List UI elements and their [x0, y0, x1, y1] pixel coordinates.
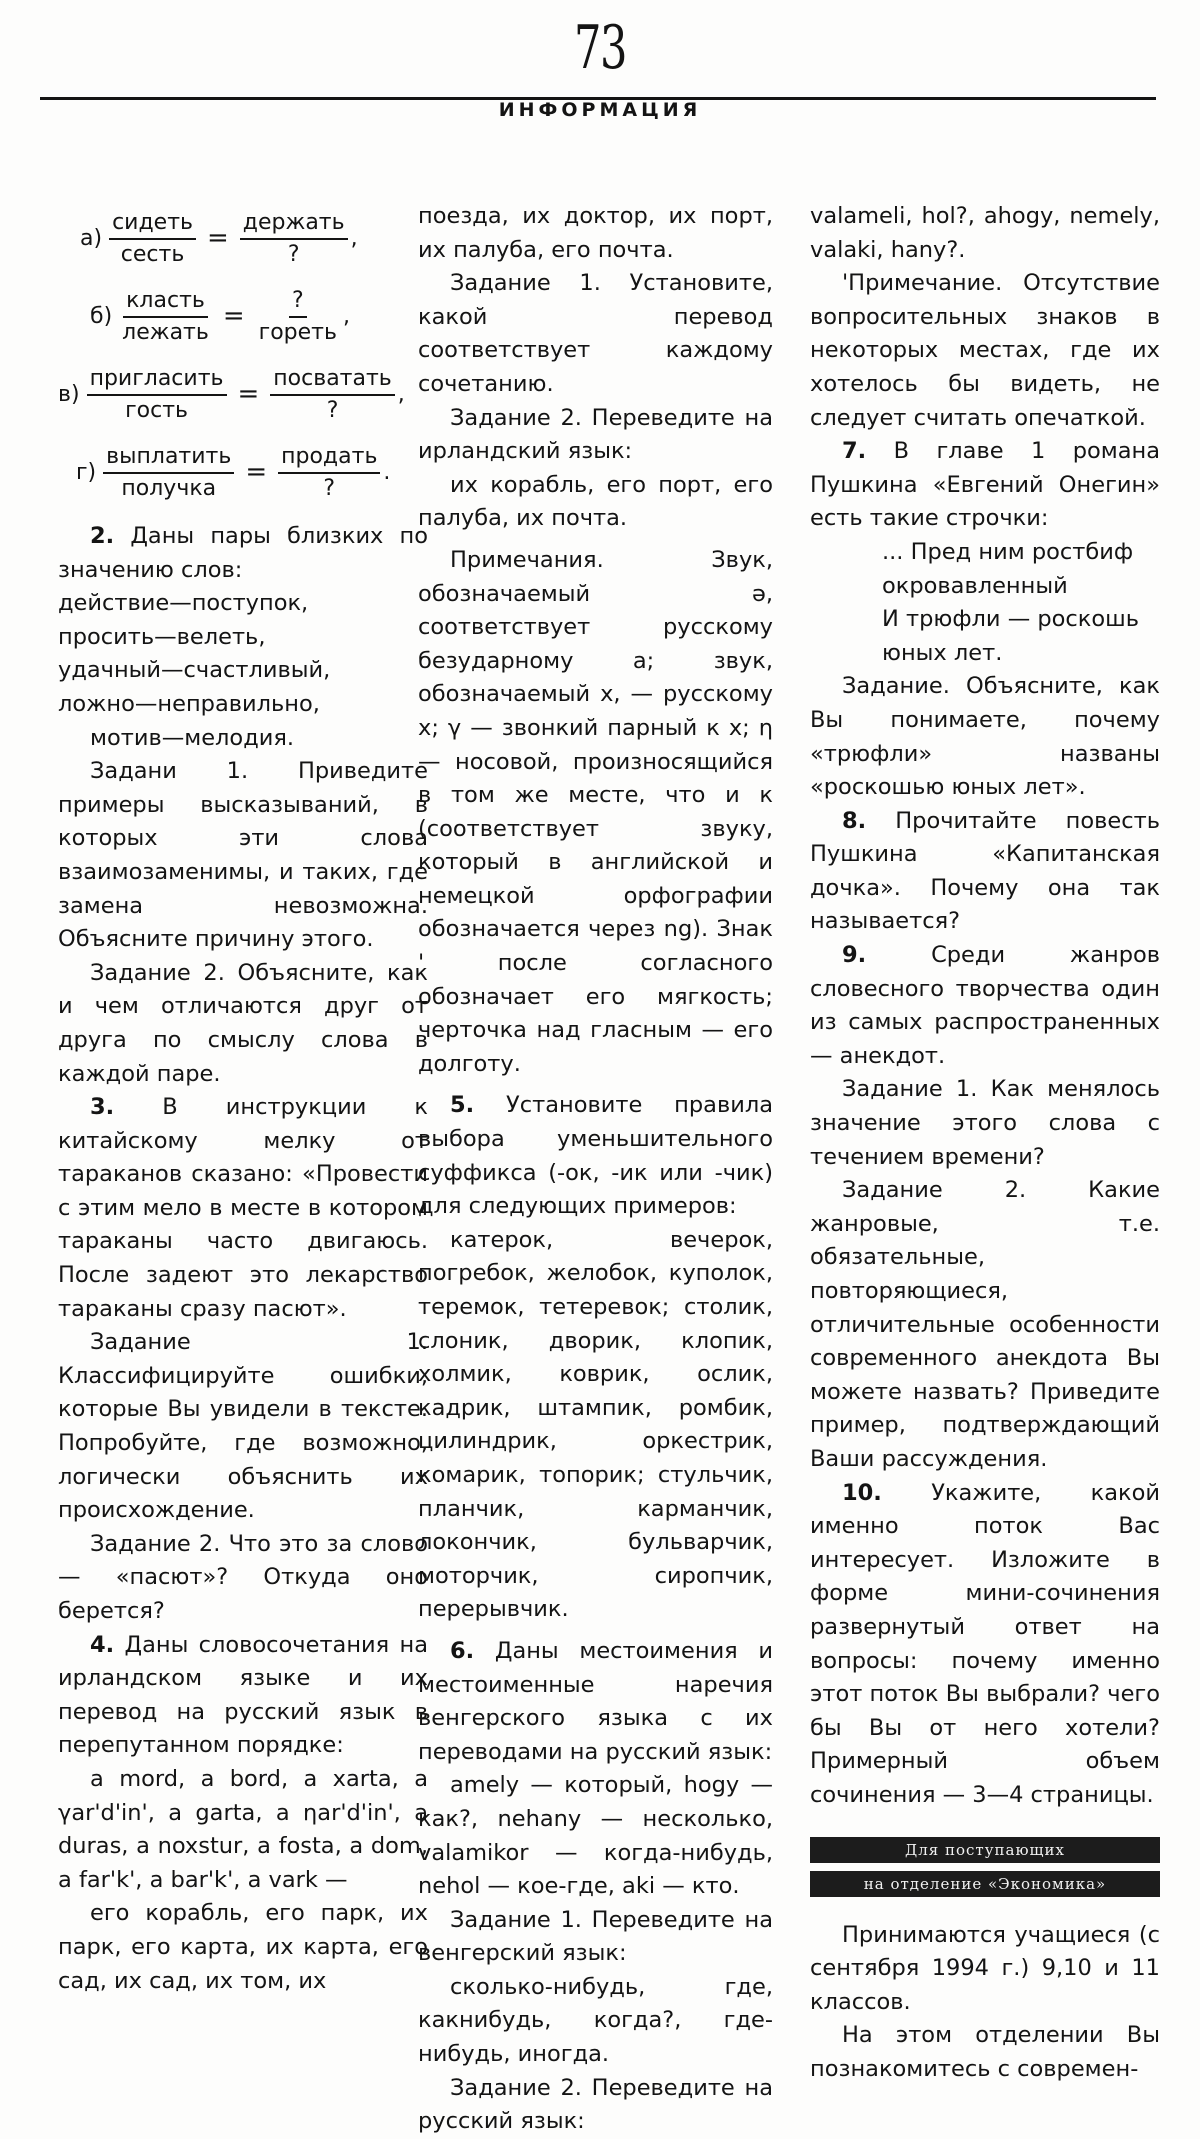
numerator: выплатить [103, 442, 234, 474]
numerator: ? [289, 286, 307, 318]
fraction-end: , [397, 382, 405, 408]
fraction-row [58, 200, 428, 278]
problem-number: 8. [842, 807, 867, 834]
pair-item: ложно—неправильно, [58, 690, 320, 717]
fraction [87, 364, 227, 426]
continued-text: valameli, hol?, ahogy, nemely, valaki, hany?. [810, 203, 1160, 263]
fraction [278, 442, 380, 504]
word-list: катерок, вечерок, погребок, желобок, куполок, теремок, тетеревок; столик, слоник, дворик, клопик, холмик, коврик, ослик, кадрик, штампик, ромбик, цилиндрик, оркестрик, комарик, топорик; стульчик, планчик, карманчик, локончик, бульварчик, моторчик, сиропчик, перерывчик. [418, 1226, 773, 1623]
fraction-label: в) [58, 382, 80, 408]
problem-text: Даны словосочетания на ирландском языке и их перевод на русский язык в перепутанном порядке: [58, 1631, 428, 1759]
word-list: amely — который, hogy — как?, nehany — несколько, valamikor — когда-нибудь, nehol — кое-где, aki — кто. [418, 1772, 773, 1900]
task-text: Задание 1. Переведите на венгерский язык: [418, 1906, 773, 1967]
task-text: Задание 2. Объясните, как и чем отличаются друг от друга по смыслу слова в каждой паре. [58, 959, 428, 1087]
column-left [58, 200, 428, 1998]
fraction-row [58, 434, 428, 512]
denominator: ? [326, 398, 339, 423]
section-banner: Для поступающих [810, 1837, 1160, 1863]
fraction [103, 442, 234, 504]
note-text: 'Примечание. Отсутствие вопросительных знаков в некоторых местах, где их хотелось бы видеть, не следует считать опечаткой. [810, 270, 1160, 431]
task-phrase: их корабль, его порт, его палуба, их почта. [418, 471, 773, 532]
task-text: Задание 2. Какие жанровые, т.е. обязательные, повторяющиеся, отличительные особенности современного анекдота Вы можете назвать? Приведите пример, подтверждающий Ваши рассуждения. [810, 1177, 1160, 1472]
problem-text: Среди жанров словесного творчества один из самых распространенных — анекдот. [810, 942, 1161, 1069]
fraction-label: а) [80, 226, 103, 252]
denominator: получка [121, 476, 217, 501]
fraction-list [58, 200, 428, 512]
fraction-label: г) [76, 460, 97, 486]
section-banners [810, 1837, 1160, 1897]
problem-6 [418, 1635, 773, 1769]
denominator: сесть [120, 242, 185, 267]
poem-line: И трюфли — роскошь юных лет. [882, 606, 1139, 666]
fraction [256, 286, 340, 348]
denominator: гость [125, 398, 188, 423]
numerator: сидеть [109, 208, 196, 240]
numerator: пригласить [87, 364, 227, 396]
denominator: гореть [258, 320, 337, 345]
problem-text: Установите правила выбора уменьшительного суффикса (-ок, -ик или -чик) для следующих примеров: [418, 1092, 773, 1220]
problem-2 [58, 520, 428, 587]
pair-item: мотив—мелодия. [90, 724, 295, 751]
problem-7 [810, 435, 1160, 536]
notes-text: Примечания. Звук, обозначаемый ə, соответствует русскому безударному а; звук, обозначаемый x, — русскому х; γ — звонкий парный к х; η — носовой, произносящийся в том же месте, что и к (соответствует звуку, который в английской и немецкой орфографии обозначается через ng). Знак ' после согласного обозначает его мягкость; черточка над гласным — его долготу. [418, 546, 773, 1077]
fraction [270, 364, 394, 426]
russian-phrases: его корабль, его парк, их парк, его карта, их карта, его сад, их сад, их том, их [58, 1900, 428, 1994]
task-text: Задани 1. Приведите примеры высказываний, в которых эти слова взаимозаменимы, и таких, где замена невозможна. Объясните причину этого. [58, 758, 428, 953]
equals-sign: = [237, 379, 260, 410]
pair-item: действие—поступок, [58, 590, 309, 617]
fraction-label: б) [90, 304, 113, 330]
numerator: посватать [270, 364, 394, 396]
denominator: лежать [122, 320, 209, 345]
task-text: Задание 1. Установите, какой перевод соответствует каждому сочетанию. [418, 270, 773, 397]
problem-text: Прочитайте повесть Пушкина «Капитанская дочка». Почему она так называется? [810, 807, 1160, 935]
pair-item: удачный—счастливый, [58, 657, 331, 684]
equals-sign: = [245, 457, 268, 488]
task-text: Задание. Объясните, как Вы понимаете, почему «трюфли» названы «роскошью юных лет». [810, 673, 1160, 801]
section-title: ИНФОРМАЦИЯ [498, 99, 702, 121]
task-text: Задание 2. Что это за слово — «пасют»? Откуда оно берется? [58, 1530, 428, 1624]
numerator: класть [123, 286, 208, 318]
problem-3 [58, 1091, 428, 1326]
continued-text: поезда, их доктор, их порт, их палуба, его почта. [418, 203, 773, 263]
numerator: продать [278, 442, 380, 474]
problem-number: 10. [842, 1479, 882, 1506]
page-number: 73 [573, 13, 627, 83]
problem-9 [810, 939, 1160, 1073]
column-middle [418, 200, 773, 2139]
problem-text: Даны пары близких по значению слов: [58, 523, 428, 583]
continued-text: На этом отделении Вы познакомитесь с современ- [810, 2022, 1160, 2082]
pair-item: просить—велеть, [58, 623, 266, 650]
column-right [810, 200, 1160, 2086]
problem-number: 5. [450, 1092, 475, 1119]
problem-5 [418, 1089, 773, 1223]
irish-phrases: a mord, a bord, a xarta, a γar'd'in', a garta, a ηar'd'in', a duras, a noxstur, a fosta, a dom, a far'k', a bar'k', a vark — [58, 1765, 428, 1893]
problem-text: Даны местоимения и местоименные наречия венгерского языка с их переводами на русский язык: [418, 1637, 773, 1765]
word-list: сколько-нибудь, где, какнибудь, когда?, где-нибудь, иногда. [418, 1973, 773, 2068]
problem-text: В инструкции к китайскому мелку от тараканов сказано: «Провести с этим мело в месте в котором тараканы часто двигаюсь. После задеют это лекарство тараканы сразу пасют». [58, 1094, 429, 1322]
problem-text: Укажите, какой именно поток Вас интересует. Изложите в форме мини-сочинения развернутый ответ на вопросы: почему именно этот поток Вы выбрали? чего бы Вы от него хотели? Примерный объем сочинения — 3—4 страницы. [810, 1479, 1161, 1808]
problem-number: 9. [842, 942, 867, 969]
problem-number: 3. [90, 1094, 115, 1121]
equals-sign: = [207, 223, 229, 254]
task-text: Задание 2. Переведите на русский язык: [418, 2074, 773, 2135]
task-text: Задание 1. Классифицируйте ошибки, которые Вы увидели в тексте. Попробуйте, где возможно, логически объяснить их происхождение. [58, 1329, 428, 1524]
fraction-row [58, 356, 428, 434]
problem-8 [810, 805, 1160, 939]
problem-number: 6. [450, 1637, 475, 1664]
problem-number: 7. [842, 438, 867, 465]
fraction-end: . [383, 460, 391, 486]
fraction [119, 286, 212, 348]
equals-sign: = [222, 301, 245, 332]
problem-number: 2. [90, 523, 115, 549]
problem-text: В главе 1 романа Пушкина «Евгений Онегин» есть такие строчки: [810, 438, 1161, 532]
fraction [109, 208, 196, 270]
section-banner: на отделение «Экономика» [810, 1871, 1160, 1897]
denominator: ? [323, 476, 336, 501]
fraction-end: , [350, 226, 358, 252]
denominator: ? [287, 242, 300, 267]
fraction [240, 208, 348, 270]
problem-10 [810, 1477, 1160, 1813]
admission-text: Принимаются учащиеся (с сентября 1994 г.) 9,10 и 11 классов. [810, 1921, 1160, 2015]
problem-number: 4. [90, 1631, 115, 1658]
task-text: Задание 1. Как менялось значение этого слова с течением времени? [810, 1076, 1160, 1170]
fraction-row [58, 278, 428, 356]
numerator: держать [240, 208, 348, 240]
task-text: Задание 2. Переведите на ирландский язык: [418, 404, 773, 465]
fraction-end: , [342, 304, 350, 330]
problem-4 [58, 1629, 428, 1763]
poem-line: ... Пред ним ростбиф окровавленный [882, 538, 1134, 599]
